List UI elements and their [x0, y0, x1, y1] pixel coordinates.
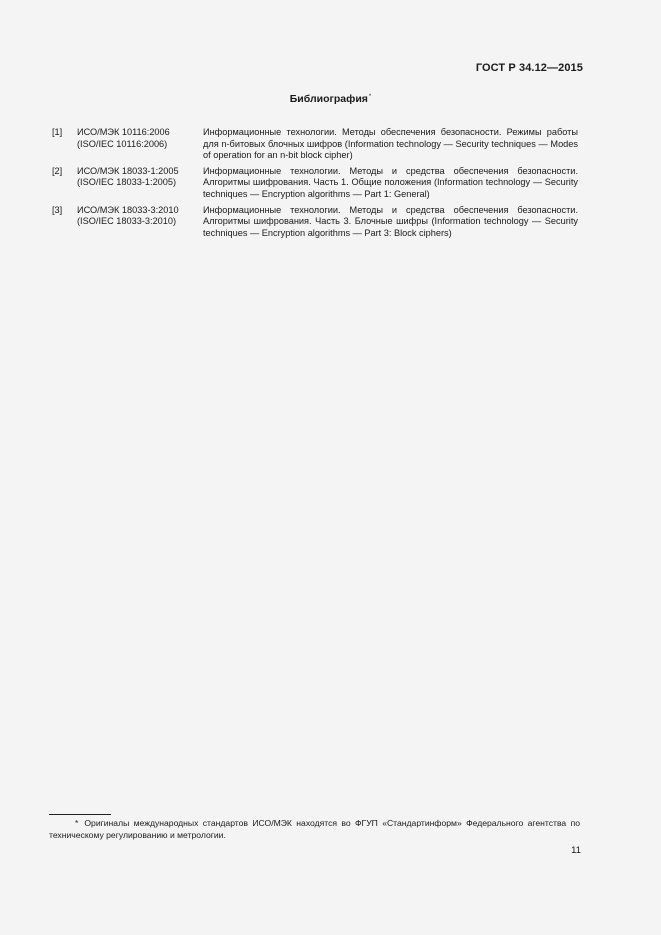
entry-code-ru: ИСО/МЭК 10116:2006 [77, 127, 170, 137]
section-title [0, 93, 661, 105]
entry-code [77, 127, 203, 162]
footnote-mark: * [75, 818, 79, 828]
bibliography-list [52, 127, 578, 243]
footnote-text: Оригиналы международных стандартов ИСО/МЭК находятся во ФГУП «Стандартинформ» Федерального агентства по техническому регулированию и метрологии. [49, 818, 580, 840]
entry-description: Информационные технологии. Методы и средства обеспечения безопасности. Алгоритмы шифрования. Часть 1. Общие положения (Information technology — Security techniques — Encryption algorithms — Part 1: General) [203, 165, 578, 199]
bibliography-entry [52, 127, 578, 162]
bibliography-entry [52, 205, 578, 240]
entry-code-ru: ИСО/МЭК 18033-1:2005 [77, 165, 179, 176]
entry-code-en: (ISO/IEC 10116:2006) [77, 138, 168, 149]
entry-code [77, 205, 203, 240]
entry-code-en: (ISO/IEC 18033-1:2005) [77, 177, 177, 188]
section-title-text: Библиография [289, 93, 368, 105]
entry-code-en: (ISO/IEC 18033-3:2010) [77, 216, 177, 227]
entry-number: [3] [52, 204, 63, 215]
entry-description: Информационные технологии. Методы и средства обеспечения безопасности. Алгоритмы шифрования. Часть 3. Блочные шифры (Information technology — Security techniques — Encryption algorithms — Part 3: Block ciphers) [203, 204, 578, 238]
entry-number: [1] [52, 127, 63, 137]
entry-code [77, 166, 203, 201]
bibliography-entry [52, 166, 578, 201]
entry-number: [2] [52, 165, 63, 176]
title-footnote-mark: * [368, 93, 372, 100]
footnote-separator [49, 814, 111, 815]
entry-description: Информационные технологии. Методы обеспечения безопасности. Режимы работы для n-битовых блочных шифров (Information technology — Security techniques — Modes of operation for an n-bit block cipher) [203, 127, 578, 161]
entry-code-ru: ИСО/МЭК 18033-3:2010 [77, 204, 179, 215]
footnote [49, 818, 580, 841]
page-number: 11 [571, 845, 581, 856]
document-header: ГОСТ Р 34.12—2015 [475, 62, 583, 74]
